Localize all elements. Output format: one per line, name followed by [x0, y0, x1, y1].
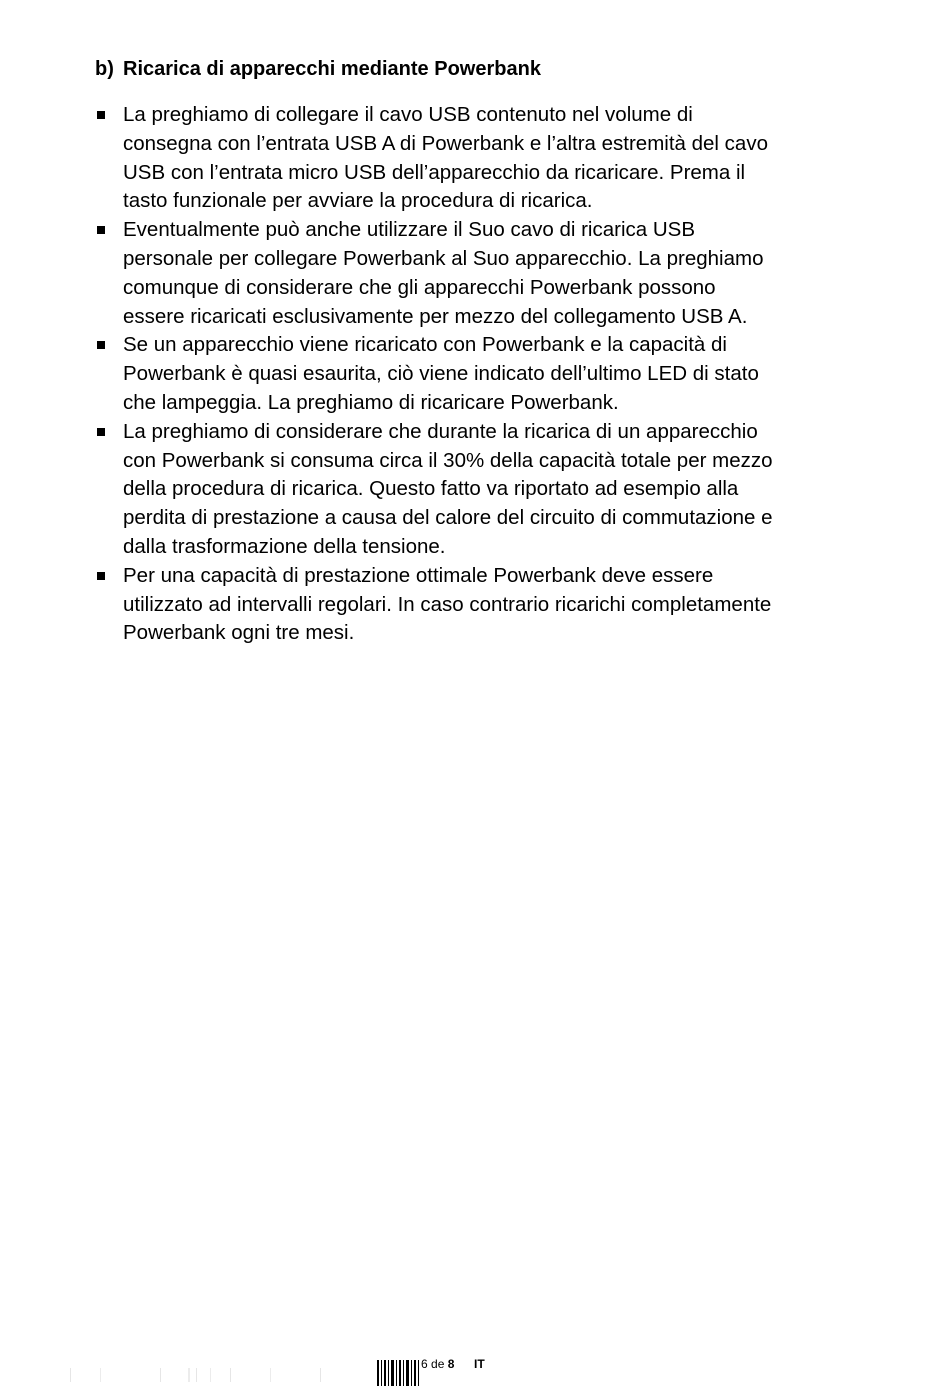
- list-item: [95, 562, 775, 648]
- section-title: Ricarica di apparecchi mediante Powerbank: [123, 58, 541, 80]
- list-item: [95, 216, 775, 331]
- bullet-square-icon: [97, 428, 105, 436]
- barcode-icon: [377, 1360, 423, 1386]
- list-item: [95, 418, 775, 562]
- bullet-text: Se un apparecchio viene ricaricato con Powerbank e la capacità di Powerbank è quasi esaurita, ciò viene indicato dell’ultimo LED di stato che lampeggia. La preghiamo di ricaricare Powerbank.: [123, 333, 759, 414]
- section-marker: b): [95, 58, 114, 80]
- bullet-text: Per una capacità di prestazione ottimale Powerbank deve essere utilizzato ad intervalli regolari. In caso contrario ricarichi completamente Powerbank ogni tre mesi.: [123, 563, 772, 645]
- page-total: 8: [447, 1357, 455, 1371]
- bullet-list: [95, 101, 775, 648]
- list-item: [95, 331, 775, 417]
- list-item: [95, 101, 775, 216]
- bullet-square-icon: [97, 111, 105, 119]
- bullet-square-icon: [97, 341, 105, 349]
- bullet-text: La preghiamo di considerare che durante la ricarica di un apparecchio con Powerbank si consuma circa il 30% della capacità totale per mezzo della procedura di ricarica. Questo fatto va riportato ad esempio alla perdita di prestazione a causa del calore del circuito di commutazione e dalla trasformazione della tensione.: [123, 419, 773, 558]
- faint-scan-marks: [60, 1364, 360, 1384]
- bullet-square-icon: [97, 572, 105, 580]
- page-number: [421, 1357, 454, 1371]
- bullet-text: La preghiamo di collegare il cavo USB contenuto nel volume di consegna con l’entrata USB A di Powerbank e l’altra estremità del cavo USB con l’entrata micro USB dell’apparecchio da ricaricare. Prema il tasto funzionale per avviare la procedura di ricarica.: [123, 103, 768, 213]
- language-code: IT: [474, 1357, 485, 1371]
- page-footer: [0, 1352, 950, 1386]
- page-of: de: [431, 1357, 445, 1371]
- section-heading: [95, 55, 541, 83]
- page-current: 6: [421, 1357, 428, 1371]
- bullet-text: Eventualmente può anche utilizzare il Suo cavo di ricarica USB personale per collegare Powerbank al Suo apparecchio. La preghiamo comunque di considerare che gli apparecchi Powerbank possono essere ricaricati esclusivamente per mezzo del collegamento USB A.: [123, 218, 764, 328]
- bullet-square-icon: [97, 226, 105, 234]
